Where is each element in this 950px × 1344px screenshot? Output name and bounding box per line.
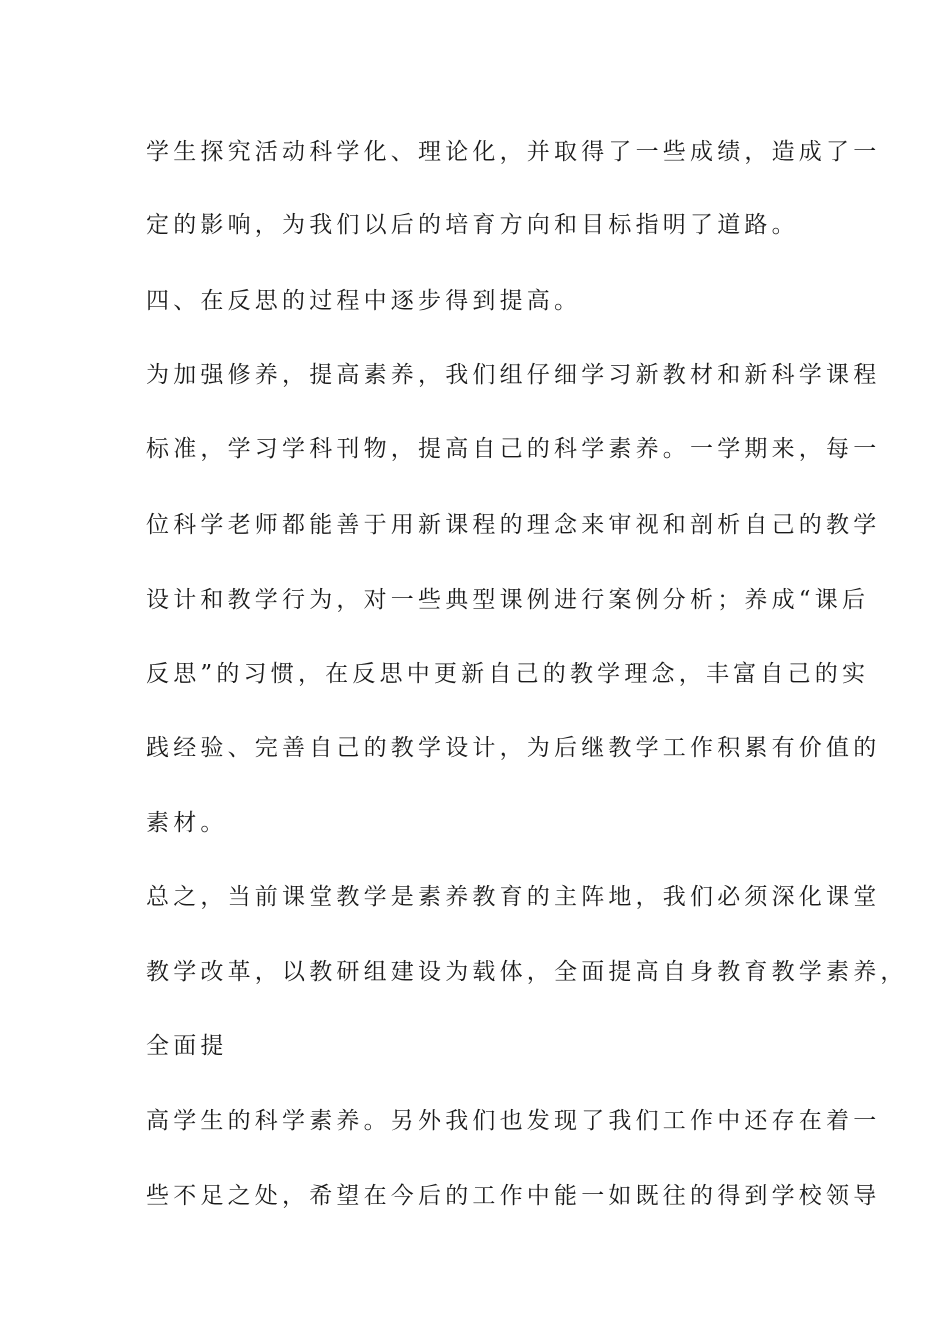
text-line: 标准，学习学科刊物，提高自己的科学素养。一学期来，每一	[146, 436, 881, 462]
text-line: 总之，当前课堂教学是素养教育的主阵地，我们必须深化课堂	[146, 884, 881, 910]
text-line: 设计和教学行为，对一些典型课例进行案例分析；养成“课后	[146, 587, 870, 613]
text-line: 践经验、完善自己的教学设计，为后继教学工作积累有价值的	[146, 735, 881, 761]
text-line: 全面提	[146, 1033, 228, 1059]
text-line: 反思”的习惯，在反思中更新自己的教学理念，丰富自己的实	[146, 661, 870, 687]
text-line: 高学生的科学素养。另外我们也发现了我们工作中还存在着一	[146, 1108, 881, 1134]
text-line: 教学改革，以教研组建设为载体，全面提高自身教育教学素养，	[146, 959, 908, 985]
text-line: 学生探究活动科学化、理论化，并取得了一些成绩，造成了一	[146, 139, 881, 165]
text-line: 定的影响，为我们以后的培育方向和目标指明了道路。	[146, 212, 799, 238]
section-heading: 四、在反思的过程中逐步得到提高。	[146, 288, 582, 314]
text-line: 些不足之处，希望在今后的工作中能一如既往的得到学校领导	[146, 1183, 881, 1209]
text-line: 素材。	[146, 810, 228, 836]
text-line: 为加强修养，提高素养，我们组仔细学习新教材和新科学课程	[146, 362, 881, 388]
text-line: 位科学老师都能善于用新课程的理念来审视和剖析自己的教学	[146, 512, 881, 538]
